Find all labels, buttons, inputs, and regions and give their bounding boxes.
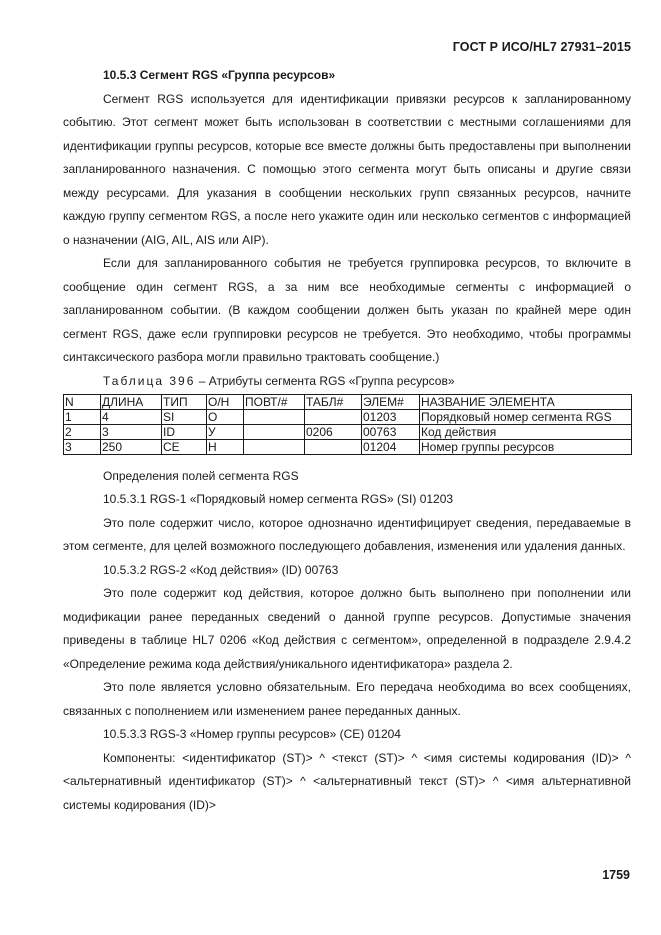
table-cell: У: [207, 424, 244, 439]
header-cell-table: ТАБЛ#: [305, 394, 362, 409]
section-paragraph-2: Если для запланированного события не требуется группировка ресурсов, то включите в сообщение один сегмент RGS, а за ним все необходимые сегменты с информацией о запланированном событии. (В каждом сообщении должен быть указан по крайней мере один сегмент RGS, даже если группировки ресурсов не требуется. Это необходимо, чтобы программы синтаксического разбора могли правильно трактовать сообщение.): [63, 256, 631, 364]
field-3-title: 10.5.3.3 RGS-3 «Номер группы ресурсов» (CE) 01204: [103, 727, 401, 741]
table-cell: [305, 439, 362, 454]
field-definitions-intro: Определения полей сегмента RGS: [103, 468, 299, 483]
table-cell: [244, 409, 305, 424]
table-row: [64, 424, 632, 439]
table-cell: 1: [64, 409, 101, 424]
header-cell-length: ДЛИНА: [101, 394, 162, 409]
header-cell-type: ТИП: [162, 394, 207, 409]
field-2-condition: Это поле является условно обязательным. Его передача необходима во всех сообщениях, связанных с пополнением или изменением ранее переданных данных.: [63, 680, 631, 718]
field-2-title: 10.5.3.2 RGS-2 «Код действия» (ID) 00763: [103, 562, 339, 577]
table-cell: 01203: [362, 409, 420, 424]
table-cell: 250: [101, 439, 162, 454]
field-3-components: Компоненты: <идентификатор (ST)> ^ <текст (ST)> ^ <имя системы кодирования (ID)> ^ <альтернативный идентификатор (ST)> ^ <альтернативный текст (ST)> ^ <имя альтернативной системы кодирования (ID)>: [63, 750, 631, 812]
header-cell-repeat: ПОВТ/#: [244, 394, 305, 409]
section-paragraph-1: Сегмент RGS используется для идентификации привязки ресурсов к запланированному событию. Этот сегмент может быть использован в соответствии с местными соглашениями для идентификации группы ресурсов, которые все вместе должны быть предоставлены при выполнении запланированного назначения. С помощью этого сегмента могут быть описаны и другие связи между ресурсами. Для указания в сообщении нескольких групп связанных ресурсов, начните каждую группу сегментом RGS, а после него укажите один или несколько сегментов с информацией о назначении (AIG, AIL, AIS или AIP).: [63, 91, 631, 247]
page-number: 1759: [602, 868, 630, 882]
table-cell: 3: [64, 439, 101, 454]
field-2-description: Это поле содержит код действия, которое должно быть выполнено при пополнении или модификации ранее переданных сведений о данной группе ресурсов. Допустимые значения приведены в таблице HL7 0206 «Код действия с сегментом», определенной в подразделе 2.9.4.2 «Определение режима кода действия/уникального идентификатора» раздела 2.: [63, 586, 631, 671]
document-body: [63, 64, 631, 817]
table-cell: 01204: [362, 439, 420, 454]
table-cell: 2: [64, 424, 101, 439]
standard-header: ГОСТ Р ИСО/HL7 27931–2015: [452, 40, 631, 54]
section-title: 10.5.3 Сегмент RGS «Группа ресурсов»: [103, 68, 336, 82]
header-cell-element: ЭЛЕМ#: [362, 394, 420, 409]
table-cell: 3: [101, 424, 162, 439]
table-cell: SI: [162, 409, 207, 424]
table-cell: 0206: [305, 424, 362, 439]
table-row: [64, 409, 632, 424]
table-cell: ID: [162, 424, 207, 439]
table-cell: [244, 424, 305, 439]
header-cell-optionality: О/Н: [207, 394, 244, 409]
table-row: [64, 439, 632, 454]
table-cell: Н: [207, 439, 244, 454]
table-cell: 00763: [362, 424, 420, 439]
table-caption-text: – Атрибуты сегмента RGS «Группа ресурсов»: [195, 373, 455, 388]
header-cell-element-name: НАЗВАНИЕ ЭЛЕМЕНТА: [420, 394, 632, 409]
attributes-table: [63, 394, 632, 455]
table-cell: CE: [162, 439, 207, 454]
table-cell: Номер группы ресурсов: [420, 439, 632, 454]
table-cell: Код действия: [420, 424, 632, 439]
table-header-row: [64, 394, 632, 409]
table-cell: [305, 409, 362, 424]
field-1-description: Это поле содержит число, которое однозначно идентифицирует сведения, передаваемые в этом сегменте, для целей возможного последующего добавления, изменения или удаления данных.: [63, 515, 631, 553]
table-cell: [244, 439, 305, 454]
field-1-title: 10.5.3.1 RGS-1 «Порядковый номер сегмента RGS» (SI) 01203: [103, 492, 454, 506]
table-caption-label: Таблица 396: [103, 373, 196, 388]
table-cell: О: [207, 409, 244, 424]
header-cell-n: N: [64, 394, 101, 409]
table-caption: [63, 370, 631, 392]
table-cell: Порядковый номер сегмента RGS: [420, 409, 632, 424]
table-cell: 4: [101, 409, 162, 424]
